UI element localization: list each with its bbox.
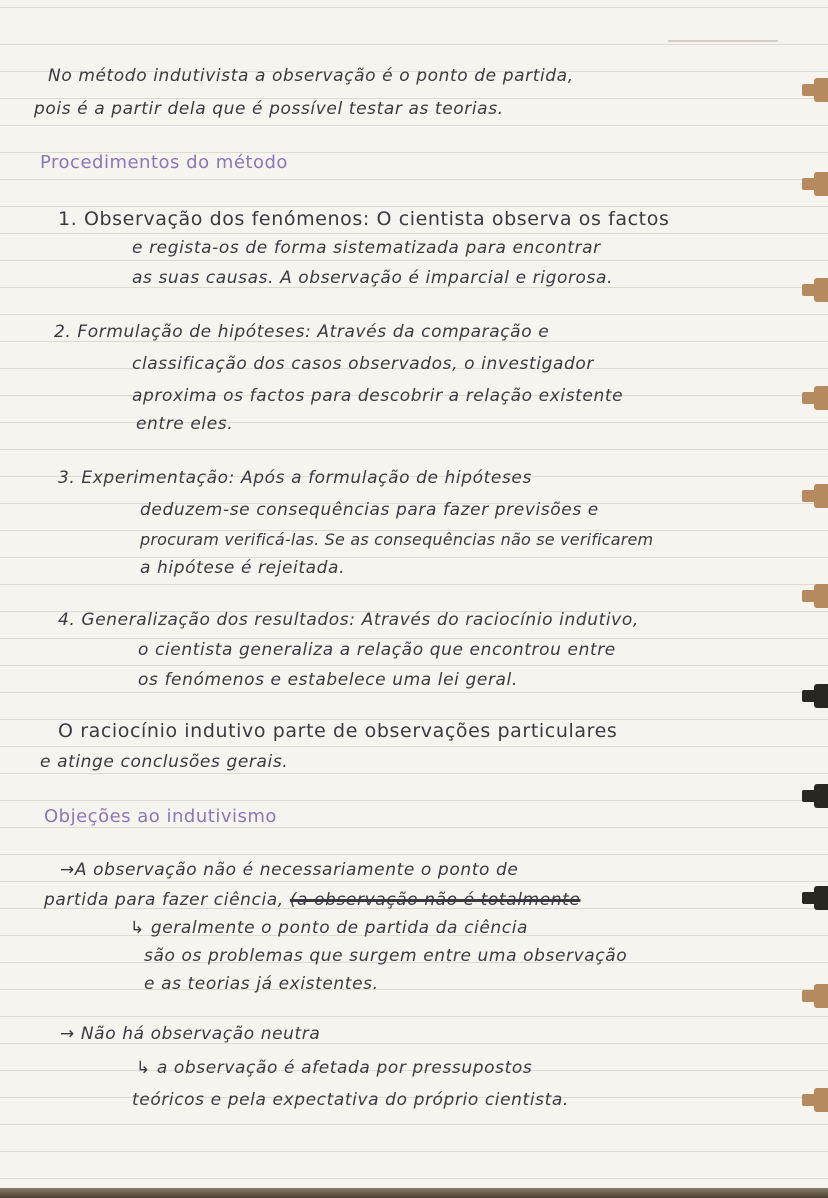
step1-line-2: e regista-os de forma sistematizada para encontrar <box>132 238 601 258</box>
objection1-line-4: são os problemas que surgem entre uma observação <box>144 946 628 966</box>
step3-line-1: Após a formulação de hipóteses <box>240 468 532 488</box>
step3-line-2: deduzem-se consequências para fazer previsões e <box>140 500 599 520</box>
step4-title <box>58 610 639 630</box>
binder-tab <box>802 386 828 410</box>
step4-line-3: os fenómenos e estabelece uma lei geral. <box>138 670 518 690</box>
arrow-right-icon: → <box>60 860 75 880</box>
step2-title-text: 2. Formulação de hipóteses: <box>54 322 312 342</box>
step2-line-3: aproxima os factos para descobrir a relação existente <box>132 386 624 406</box>
intro-line-1: No método indutivista a observação é o ponto de partida, <box>48 66 574 86</box>
step3-title-text: 3. Experimentação: <box>58 468 235 488</box>
objection2-line-1 <box>60 1024 320 1044</box>
heading-procedures: Procedimentos do método <box>40 152 288 173</box>
arrow-right-icon: → <box>60 1024 81 1044</box>
objection1-text-1: A observação não é necessariamente o ponto de <box>74 860 519 880</box>
sub-arrow-icon: ↳ <box>136 1058 157 1078</box>
step2-line-1: Através da comparação e <box>317 322 550 342</box>
step3-line-3: procuram verificá-las. Se as consequências não se verificarem <box>140 530 654 549</box>
objection1-text-3: geralmente o ponto de partida da ciência <box>150 918 529 938</box>
objection1-struck-text: (a observação não é totalmente <box>289 890 581 910</box>
inductive-summary-line-1: O raciocínio indutivo parte de observações particulares <box>58 720 618 742</box>
step1-line-3: as suas causas. A observação é imparcial e rigorosa. <box>132 268 614 288</box>
step1-title <box>58 208 669 230</box>
step3-line-4: a hipótese é rejeitada. <box>140 558 346 578</box>
binder-tab <box>802 784 828 808</box>
binder-tab <box>802 886 828 910</box>
objection2-line-3: teóricos e pela expectativa do próprio cientista. <box>132 1090 569 1110</box>
step4-line-2: o cientista generaliza a relação que encontrou entre <box>138 640 616 660</box>
objection1-line-5: e as teorias já existentes. <box>144 974 379 994</box>
binder-tab <box>802 172 828 196</box>
intro-line-2: pois é a partir dela que é possível testar as teorias. <box>34 99 504 119</box>
objection1-line-3 <box>130 918 528 938</box>
step4-title-text: 4. Generalização dos resultados: <box>58 610 356 630</box>
objection2-text-2: a observação é afetada por pressupostos <box>156 1058 533 1078</box>
binder-tab <box>802 484 828 508</box>
binder-tab <box>802 278 828 302</box>
desk-surface <box>0 1188 828 1198</box>
step1-title-text: 1. Observação dos fenómenos: <box>58 208 370 230</box>
objection2-line-2 <box>136 1058 532 1078</box>
step1-line-1: O cientista observa os factos <box>376 208 670 230</box>
objection1-line-1 <box>60 860 518 880</box>
step3-title <box>58 468 532 488</box>
step2-line-2: classificação dos casos observados, o investigador <box>132 354 594 374</box>
heading-objections: Objeções ao indutivismo <box>44 806 277 827</box>
objection1-text-2: partida para fazer ciência, <box>44 890 284 910</box>
binder-tab <box>802 78 828 102</box>
binder-tab <box>802 984 828 1008</box>
date-line <box>668 40 778 42</box>
objection2-text-1: Não há observação neutra <box>80 1024 321 1044</box>
binder-tab <box>802 684 828 708</box>
objection1-line-2 <box>44 890 580 910</box>
sub-arrow-icon: ↳ <box>130 918 151 938</box>
step2-line-4: entre eles. <box>136 414 234 434</box>
step4-line-1: Através do raciocínio indutivo, <box>361 610 639 630</box>
binder-tab <box>802 1088 828 1112</box>
inductive-summary-line-2: e atinge conclusões gerais. <box>40 752 289 772</box>
binder-tab <box>802 584 828 608</box>
step2-title <box>54 322 549 342</box>
binder-tabs <box>798 0 828 1198</box>
